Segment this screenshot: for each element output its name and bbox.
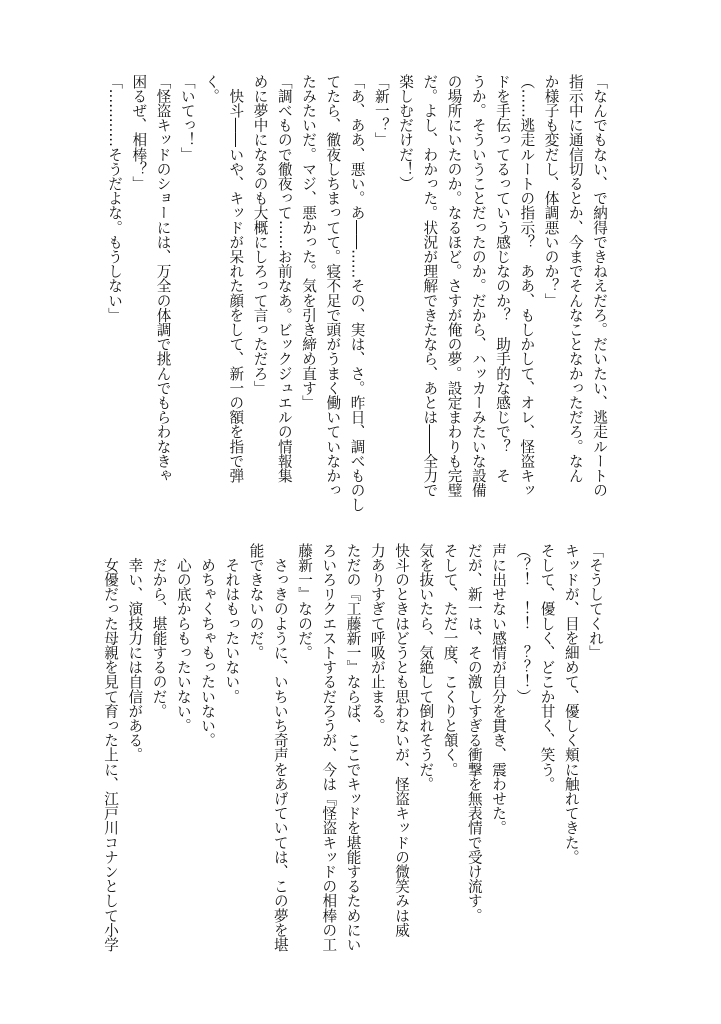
text-column: か様子も変だし、体調悪いのか？」 — [542, 74, 560, 308]
text-block-upper — [102, 74, 611, 512]
text-column: うか。そういうことだったのか。だから、ハッカーみたいな設備 — [469, 74, 487, 498]
text-column: 声に出せない感情が自分を貫き、震わせた。 — [490, 543, 507, 835]
text-column: （……逃走ルートの指示？ ああ、もしかして、オレ、怪盗キッ — [518, 74, 536, 498]
text-column: 能できないのだ。 — [247, 543, 265, 660]
text-column: 「調べもので徹夜って……お前なあ。ビックジュエルの情報集 — [275, 74, 293, 483]
text-column: 「…………そうだよな。もうしない」 — [106, 74, 123, 323]
text-column: だから、堪能するのだ。 — [150, 543, 168, 719]
text-column: 気を抜いたら、気絶して倒れそうだ。 — [417, 543, 435, 792]
text-column: 「新一？」 — [372, 74, 390, 147]
text-column: 「そうしてくれ」 — [587, 543, 604, 660]
text-column: キッドが、目を細めて、優しく頬に触れてきた。 — [562, 543, 580, 865]
text-column: めちゃくちゃもったいない。 — [199, 543, 216, 748]
text-column: 心の底からもったいない。 — [174, 543, 192, 733]
text-column: ただの『工藤新一』ならば、ここでキッドを堪能するためにい — [344, 543, 362, 952]
text-column: てたら、徹夜しちまってて。寝不足で頭がうまく働いていなかっ — [324, 74, 342, 498]
text-column: 「怪盗キッドのショーには、万全の体調で挑んでもらわなきゃ — [154, 74, 172, 483]
text-column: 楽しむだけだ！） — [397, 74, 414, 191]
text-column: ろいろリクエストするだろうが、今は『怪盗キッドの相棒の工 — [320, 543, 338, 952]
text-column: の場所にいたのか。なるほど。さすが俺の夢。設定まわりも完璧 — [445, 74, 463, 498]
text-column: 藤新一』なのだ。 — [296, 543, 313, 660]
text-column: さっきのように、いちいち奇声をあげていては、この夢を堪 — [271, 543, 289, 952]
text-column: 女優だった母親を見て育った上に、江戸川コナンとして小学 — [102, 543, 119, 952]
text-column: 困るぜ、相棒？」 — [130, 74, 148, 191]
text-column: 指示中に通信切るとか、今までそんなことなかっただろ。なん — [566, 74, 584, 483]
text-column: 「いてっ！」 — [178, 74, 196, 162]
text-column: めに夢中になるのも大概にしろって言っただろ」 — [251, 74, 269, 396]
text-column: く。 — [203, 74, 220, 104]
text-column: （？！ ！！ ？？！） — [514, 543, 532, 704]
text-column: だが、新一は、その激しすぎる衝撃を無表情で受け流す。 — [465, 543, 483, 923]
text-column: だ。よし、わかった。状況が理解できたなら、あとは――全力で — [421, 74, 439, 498]
text-column: 「なんでもない、で納得できねえだろ。だいたい、逃走ルートの — [591, 74, 608, 498]
text-column: 「あ、ああ、悪い。あ――……その、実は、さ。昨日、調べものし — [348, 74, 366, 512]
text-column: 力ありすぎて呼吸が止まる。 — [368, 543, 386, 733]
text-block-lower — [98, 543, 607, 973]
text-column: ドを手伝ってるっていう感じなのか？ 助手的な感じで？ そ — [494, 74, 511, 483]
text-column: それはもったいない。 — [223, 543, 241, 704]
text-column: そして、ただ一度、こくりと頷く。 — [441, 543, 459, 777]
text-column: そして、優しく、どこか甘く、笑う。 — [538, 543, 556, 792]
text-column: たみたいだ。マジ、悪かった。気を引き締め直す」 — [300, 74, 317, 410]
text-column: 快斗――いや、キッドが呆れた顔をして、新一の額を指で弾 — [227, 74, 245, 483]
text-column: 快斗のときはどうとも思わないが、怪盗キッドの微笑みは威 — [393, 543, 410, 938]
text-column: 幸い、演技力には自信がある。 — [126, 543, 144, 762]
